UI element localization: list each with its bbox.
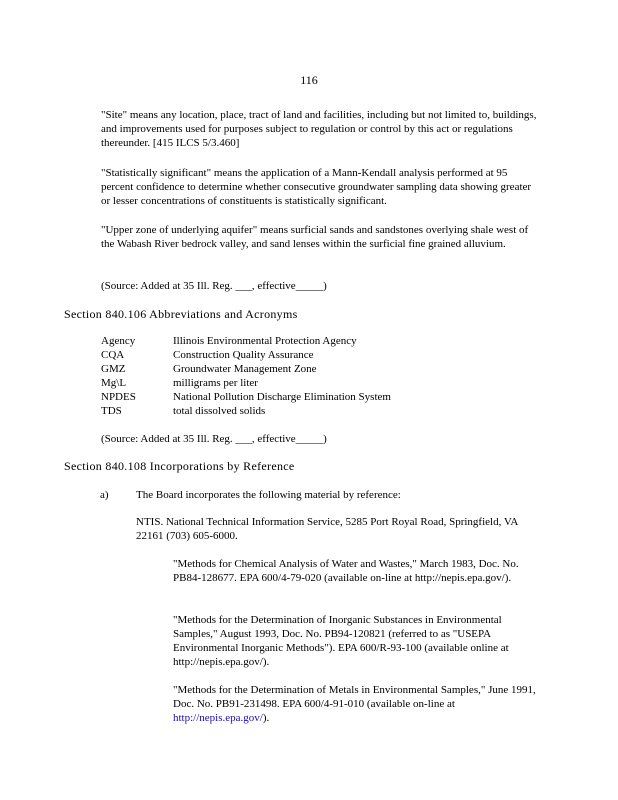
abbreviation-term: Agency (101, 335, 136, 347)
abbreviation-definition: Groundwater Management Zone (173, 363, 317, 375)
abbreviation-definition: National Pollution Discharge Elimination System (173, 391, 391, 403)
abbreviation-term: NPDES (101, 391, 136, 403)
section-heading-840-106: Section 840.106 Abbreviations and Acronyms (64, 307, 298, 321)
abbreviation-definition: total dissolved solids (173, 405, 266, 417)
abbreviation-definition: Illinois Environmental Protection Agency (173, 335, 357, 347)
ntis-address: NTIS. National Technical Information Service, 5285 Port Royal Road, Springfield, VA 22161 (703) 605-6000. (136, 516, 518, 542)
abbreviation-term: Mg\L (101, 377, 127, 389)
definition-site: "Site" means any location, place, tract of land and facilities, including but not limited to, buildings, and improvements used for purposes subject to regulation or control by this act or regulations thereunder. [415 ILCS 5/3.460] (101, 109, 537, 149)
abbreviation-row (101, 404, 521, 418)
source-note: (Source: Added at 35 Ill. Reg. ___, effective_____) (101, 280, 327, 292)
source-note: (Source: Added at 35 Ill. Reg. ___, effective_____) (101, 433, 327, 445)
abbreviation-term: CQA (101, 349, 125, 361)
nepis-link[interactable]: http://nepis.epa.gov/ (173, 712, 263, 724)
item-a-label: a) (100, 489, 109, 501)
item-a-text: The Board incorporates the following material by reference: (136, 489, 401, 501)
abbreviation-definition: milligrams per liter (173, 377, 258, 389)
abbreviation-row (101, 348, 521, 362)
definition-statistically-significant: "Statistically significant" means the application of a Mann-Kendall analysis performed at 95 percent confidence to determine whether consecutive groundwater sampling data showing greater or lesser concentrations of constituents is statistically significant. (101, 167, 532, 207)
abbreviation-term: TDS (101, 405, 122, 417)
abbreviation-row (101, 334, 521, 348)
section-heading-840-108: Section 840.108 Incorporations by Reference (64, 459, 295, 473)
abbreviation-row (101, 390, 521, 404)
abbreviation-term: GMZ (101, 363, 126, 375)
reference-item: "Methods for the Determination of Inorganic Substances in Environmental Samples," August 1993, Doc. No. PB94-120821 (referred to as "USEPA Environmental Inorganic Methods"). EPA 600/R-93-100 (available online at http://nepis.epa.gov/). (173, 614, 509, 668)
reference-item: "Methods for Chemical Analysis of Water and Wastes," March 1983, Doc. No. PB84-128677. EPA 600/4-79-020 (available on-line at http://nepis.epa.gov/). (173, 558, 519, 584)
page-number: 116 (300, 73, 318, 87)
abbreviation-row (101, 362, 521, 376)
reference-text: "Methods for the Determination of Metals in Environmental Samples," June 1991, Doc. No. PB91-231498. EPA 600/4-91-010 (available on-line at (173, 684, 536, 710)
definition-upper-zone-aquifer: "Upper zone of underlying aquifer" means surficial sands and sandstones overlying shale west of the Wabash River bedrock valley, and sand lenses within the surficial fine grained alluvium. (101, 224, 529, 250)
reference-item (173, 683, 541, 725)
reference-text-end: ). (262, 712, 270, 724)
abbreviation-definition: Construction Quality Assurance (173, 349, 314, 361)
abbreviation-row (101, 376, 521, 390)
